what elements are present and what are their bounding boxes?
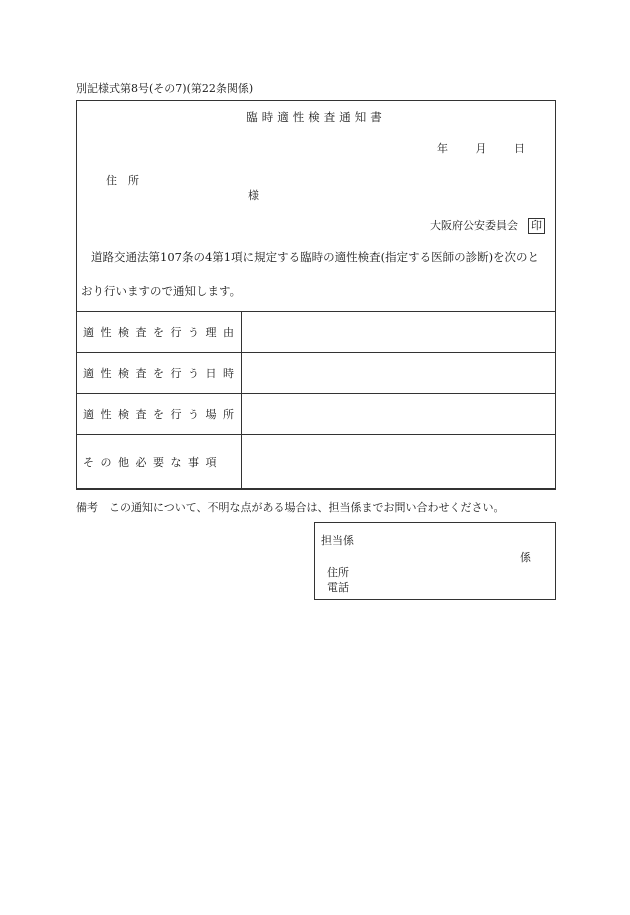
detail-table [76, 311, 556, 490]
remark-note: 備考 この通知について、不明な点がある場合は、担当係までお問い合わせください。 [76, 501, 505, 514]
row-label-reason: 適性検査を行う理由 [77, 312, 242, 353]
contact-address-label: 住所 [327, 566, 349, 579]
table-row [77, 353, 556, 394]
form-number: 別記様式第8号(その7)(第22条関係) [76, 82, 254, 95]
notice-body-line-2: おり行いますので通知します。 [81, 284, 242, 298]
date-month: 月 [475, 142, 487, 155]
recipient-honorific: 様 [248, 189, 259, 202]
notice-body-line-1: 道路交通法第107条の4第1項に規定する臨時の適性検査(指定する医師の診断)を次のと [91, 250, 540, 264]
table-row [77, 394, 556, 435]
contact-box [314, 522, 556, 600]
date-line [413, 140, 525, 156]
row-label-other: その他必要な事項 [77, 435, 242, 490]
row-value-datetime [242, 353, 556, 394]
row-value-reason [242, 312, 556, 353]
row-value-other [242, 435, 556, 490]
row-label-datetime: 適性検査を行う日時 [77, 353, 242, 394]
issuer-name: 大阪府公安委員会 [430, 219, 518, 232]
seal-mark: 印 [528, 218, 545, 234]
date-year: 年 [437, 142, 448, 155]
table-row [77, 435, 556, 490]
notice-title: 臨時適性検査通知書 [246, 110, 386, 124]
date-day: 日 [514, 142, 525, 155]
table-row [77, 312, 556, 353]
contact-phone-label: 電話 [327, 581, 349, 594]
row-value-place [242, 394, 556, 435]
contact-section-suffix: 係 [520, 551, 531, 564]
contact-header: 担当係 [321, 534, 354, 547]
row-label-place: 適性検査を行う場所 [77, 394, 242, 435]
recipient-address-label: 住 所 [106, 174, 139, 187]
issuer [430, 217, 545, 234]
